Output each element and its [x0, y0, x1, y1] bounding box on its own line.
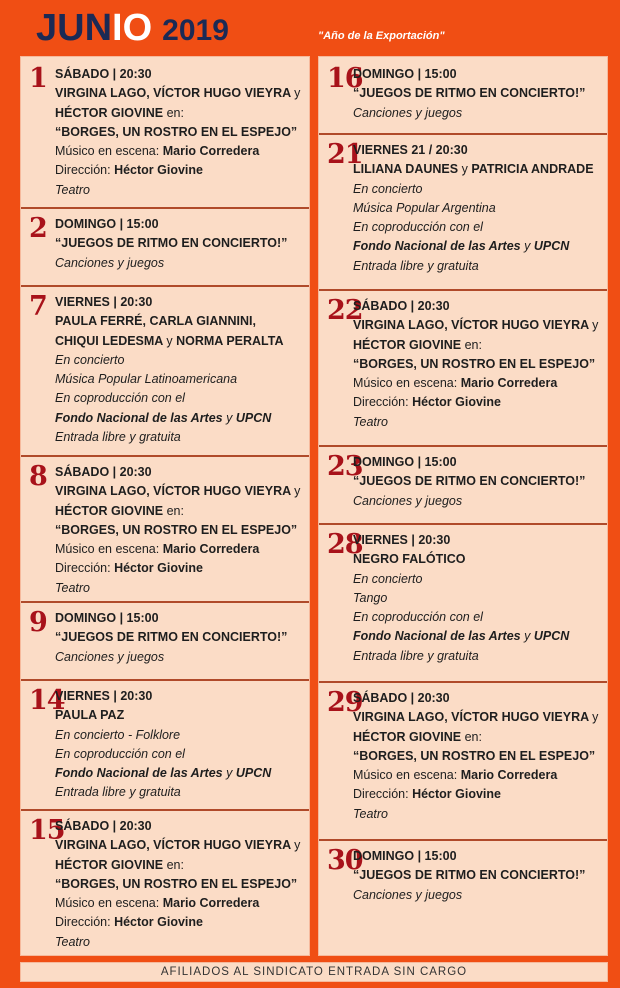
event-title: “BORGES, UN ROSTRO EN EL ESPEJO” [353, 748, 596, 763]
event-datetime: DOMINGO | 15:00 [55, 611, 159, 625]
event-genre: Tango [353, 590, 388, 605]
event-datetime: VIERNES 21 / 20:30 [353, 143, 468, 157]
event-day: 9 [29, 607, 47, 638]
event-artist: HÉCTOR GIOVINE [55, 503, 164, 518]
event-day: 14 [29, 685, 65, 716]
credit-label: Músico en escena: [353, 768, 458, 783]
event-format: En concierto [353, 181, 423, 196]
coproduction-note: En coproducción con el [55, 391, 185, 406]
event-entry [21, 455, 309, 603]
event-day: 15 [29, 815, 65, 846]
credit-label: Músico en escena: [55, 144, 160, 159]
event-artists: VIRGINA LAGO, VÍCTOR HUGO VIEYRA [55, 86, 291, 101]
event-genre: Canciones y juegos [55, 255, 165, 270]
event-artist: CHIQUI LEDESMA [55, 333, 163, 348]
credit-label: Dirección: [353, 395, 409, 410]
footer-note: AFILIADOS AL SINDICATO ENTRADA SIN CARGO [20, 962, 608, 982]
event-artists: VIRGINA LAGO, VÍCTOR HUGO VIEYRA [353, 318, 589, 333]
credit-label: Dirección: [55, 561, 111, 576]
conjunction: en: [166, 503, 184, 518]
event-format: En concierto - Folklore [55, 727, 181, 742]
event-datetime: SÁBADO | 20:30 [55, 67, 152, 81]
header [0, 0, 620, 56]
title-month-part: JUN [36, 7, 113, 49]
event-genre: Teatro [55, 182, 90, 197]
conjunction: y [294, 86, 301, 101]
credit-label: Dirección: [55, 163, 111, 178]
credit-value: Héctor Giovine [114, 163, 203, 178]
event-genre: Teatro [55, 934, 90, 949]
sponsor: Fondo Nacional de las Artes [353, 629, 521, 644]
event-title: “JUEGOS DE RITMO EN CONCIERTO!” [55, 236, 288, 251]
event-entry [319, 839, 607, 957]
event-genre: Teatro [353, 806, 388, 821]
event-day: 8 [29, 461, 47, 492]
conjunction: en: [166, 105, 184, 120]
sponsor: Fondo Nacional de las Artes [55, 766, 223, 781]
event-genre: Música Popular Latinoamericana [55, 372, 238, 387]
admission-note: Entrada libre y gratuita [353, 258, 479, 273]
event-artist: HÉCTOR GIOVINE [55, 105, 164, 120]
sponsor: UPCN [235, 766, 272, 781]
schedule-column-left [20, 56, 310, 956]
event-datetime: DOMINGO | 15:00 [353, 67, 457, 81]
credit-label: Músico en escena: [55, 896, 160, 911]
event-entry [319, 289, 607, 447]
conjunction: en: [464, 729, 482, 744]
event-entry [21, 57, 309, 209]
event-artist: HÉCTOR GIOVINE [353, 729, 462, 744]
event-genre: Teatro [353, 414, 388, 429]
credit-label: Músico en escena: [55, 542, 160, 557]
credit-value: Mario Corredera [162, 542, 260, 557]
conjunction: en: [166, 857, 184, 872]
event-day: 7 [29, 291, 47, 322]
coproduction-note: En coproducción con el [353, 220, 483, 235]
event-entry [21, 207, 309, 287]
conjunction: y [524, 239, 531, 254]
credit-value: Héctor Giovine [114, 915, 203, 930]
event-artist: NEGRO FALÓTICO [353, 552, 466, 567]
sponsor: UPCN [533, 239, 570, 254]
event-entry [21, 679, 309, 811]
admission-note: Entrada libre y gratuita [55, 785, 181, 800]
event-datetime: SÁBADO | 20:30 [55, 465, 152, 479]
sponsor: Fondo Nacional de las Artes [55, 410, 223, 425]
conjunction: y [226, 410, 233, 425]
event-datetime: VIERNES | 20:30 [55, 295, 153, 309]
event-entry [319, 445, 607, 525]
event-entry [319, 57, 607, 135]
credit-label: Músico en escena: [353, 376, 458, 391]
credit-value: Mario Corredera [460, 768, 558, 783]
event-artist: HÉCTOR GIOVINE [55, 857, 164, 872]
conjunction: y [294, 484, 301, 499]
conjunction: y [592, 318, 599, 333]
event-genre: Canciones y juegos [55, 649, 165, 664]
event-genre: Canciones y juegos [353, 887, 463, 902]
event-artist: LILIANA DAUNES [353, 162, 459, 177]
event-artist: NORMA PERALTA [176, 333, 284, 348]
event-day: 16 [327, 63, 363, 94]
credit-value: Héctor Giovine [412, 787, 501, 802]
conjunction: y [166, 333, 173, 348]
event-title: “JUEGOS DE RITMO EN CONCIERTO!” [55, 630, 288, 645]
event-artist: HÉCTOR GIOVINE [353, 337, 462, 352]
event-datetime: DOMINGO | 15:00 [353, 849, 457, 863]
conjunction: y [294, 838, 301, 853]
title-month-highlight: IO [112, 7, 153, 49]
admission-note: Entrada libre y gratuita [353, 648, 479, 663]
event-entry [21, 601, 309, 681]
event-entry [21, 285, 309, 457]
event-title: “JUEGOS DE RITMO EN CONCIERTO!” [353, 474, 586, 489]
event-genre: Canciones y juegos [353, 105, 463, 120]
event-datetime: DOMINGO | 15:00 [353, 455, 457, 469]
conjunction: y [226, 766, 233, 781]
sponsor: Fondo Nacional de las Artes [353, 239, 521, 254]
event-entry [319, 681, 607, 841]
event-day: 21 [327, 139, 363, 170]
page-title [36, 4, 229, 55]
credit-value: Héctor Giovine [412, 395, 501, 410]
event-day: 1 [29, 63, 47, 94]
event-title: “BORGES, UN ROSTRO EN EL ESPEJO” [55, 876, 298, 891]
event-datetime: SÁBADO | 20:30 [55, 819, 152, 833]
event-datetime: VIERNES | 20:30 [55, 689, 153, 703]
event-title: “BORGES, UN ROSTRO EN EL ESPEJO” [55, 124, 298, 139]
event-datetime: SÁBADO | 20:30 [353, 691, 450, 705]
event-title: “JUEGOS DE RITMO EN CONCIERTO!” [353, 868, 586, 883]
event-title: “BORGES, UN ROSTRO EN EL ESPEJO” [55, 522, 298, 537]
event-day: 23 [327, 451, 363, 482]
conjunction: en: [464, 337, 482, 352]
coproduction-note: En coproducción con el [55, 746, 185, 761]
schedule-column-right [318, 56, 608, 956]
credit-value: Mario Corredera [162, 896, 260, 911]
event-entry [21, 809, 309, 957]
conjunction: y [592, 710, 599, 725]
event-day: 2 [29, 213, 47, 244]
event-day: 28 [327, 529, 363, 560]
admission-note: Entrada libre y gratuita [55, 430, 181, 445]
event-genre: Teatro [55, 580, 90, 595]
event-entry [319, 523, 607, 683]
credit-label: Dirección: [55, 915, 111, 930]
credit-label: Dirección: [353, 787, 409, 802]
event-day: 30 [327, 845, 363, 876]
event-artists: VIRGINA LAGO, VÍCTOR HUGO VIEYRA [55, 484, 291, 499]
event-artist: PATRICIA ANDRADE [471, 162, 594, 177]
event-day: 29 [327, 687, 363, 718]
event-artists: VIRGINA LAGO, VÍCTOR HUGO VIEYRA [353, 710, 589, 725]
event-entry [319, 133, 607, 291]
title-year: 2019 [162, 14, 229, 47]
event-title: “BORGES, UN ROSTRO EN EL ESPEJO” [353, 356, 596, 371]
event-artists: PAULA FERRÉ, CARLA GIANNINI, [55, 314, 256, 329]
sponsor: UPCN [235, 410, 272, 425]
event-title: “JUEGOS DE RITMO EN CONCIERTO!” [353, 86, 586, 101]
event-format: En concierto [353, 571, 423, 586]
event-genre: Música Popular Argentina [353, 200, 496, 215]
event-datetime: VIERNES | 20:30 [353, 533, 451, 547]
coproduction-note: En coproducción con el [353, 610, 483, 625]
event-artist: PAULA PAZ [55, 708, 125, 723]
year-motto: "Año de la Exportación" [318, 30, 445, 42]
event-genre: Canciones y juegos [353, 493, 463, 508]
conjunction: y [461, 162, 468, 177]
credit-value: Mario Corredera [162, 144, 260, 159]
event-day: 22 [327, 295, 363, 326]
event-datetime: DOMINGO | 15:00 [55, 217, 159, 231]
event-datetime: SÁBADO | 20:30 [353, 299, 450, 313]
sponsor: UPCN [533, 629, 570, 644]
conjunction: y [524, 629, 531, 644]
event-artists: VIRGINA LAGO, VÍCTOR HUGO VIEYRA [55, 838, 291, 853]
credit-value: Héctor Giovine [114, 561, 203, 576]
credit-value: Mario Corredera [460, 376, 558, 391]
event-format: En concierto [55, 352, 125, 367]
